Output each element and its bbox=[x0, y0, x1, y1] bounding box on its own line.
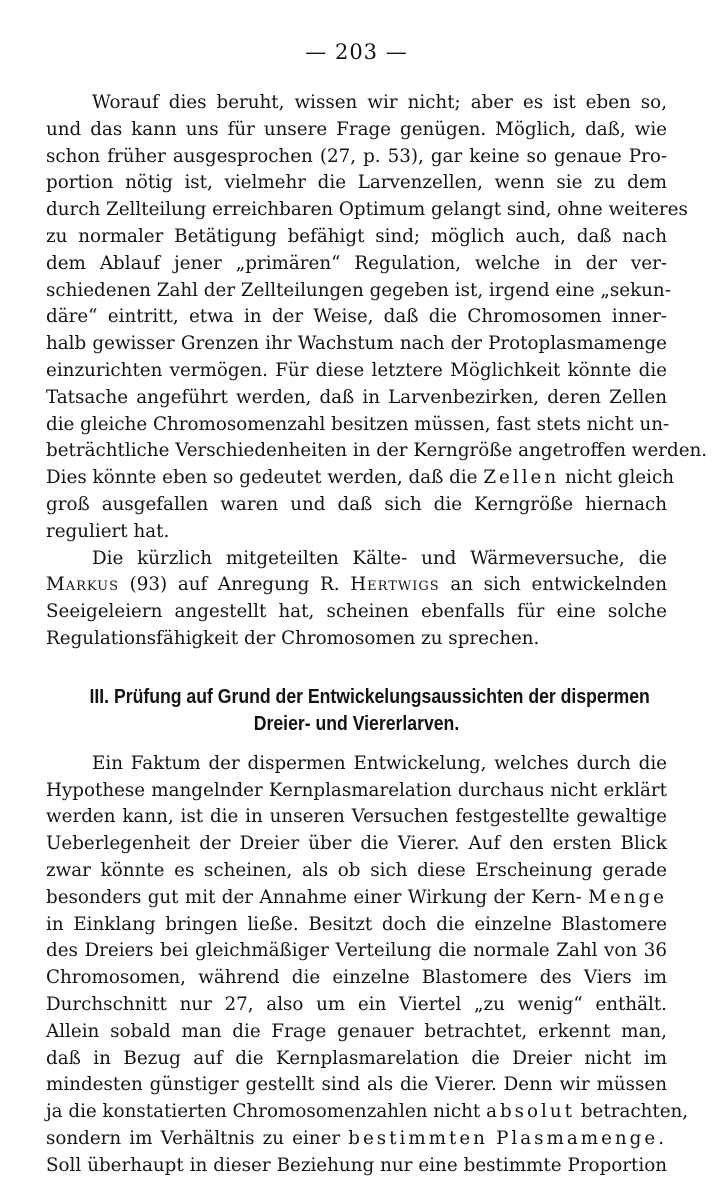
text-line: und das kann uns für unsere Frage genügen. Möglich, daß, wie bbox=[46, 118, 667, 140]
text-line-mixed bbox=[46, 1126, 667, 1153]
text-line: reguliert hat. bbox=[46, 520, 170, 542]
text-line: Ein Faktum der dispermen Entwickelung, welches durch die bbox=[92, 752, 667, 774]
text-line: Seeigeleiern angestellt hat, scheinen ebenfalls für eine solche bbox=[46, 601, 667, 623]
text-line: portion nötig ist, vielmehr die Larvenzellen, wenn sie zu dem bbox=[46, 172, 667, 194]
text-line: des Dreiers bei gleichmäßiger Verteilung die normale Zahl von 36 bbox=[46, 940, 667, 962]
section-gap bbox=[46, 653, 667, 683]
paragraph-2 bbox=[46, 546, 667, 653]
emphasized-word: Plasmamenge. bbox=[496, 1127, 668, 1149]
text-line: durch Zellteilung erreichbaren Optimum gelangt sind, ohne weiteres bbox=[46, 199, 688, 221]
text-line: zwar könnte es scheinen, als ob sich diese Erscheinung gerade bbox=[46, 859, 667, 881]
emphasized-word: absolut bbox=[486, 1101, 576, 1123]
text-line-mixed bbox=[46, 885, 667, 912]
text-line: Chromosomen, während die einzelne Blastomere des Viers im bbox=[46, 967, 667, 989]
text-segment: betrachten, bbox=[580, 1101, 689, 1123]
text-line: die gleiche Chromosomenzahl besitzen müssen, fast stets nicht un- bbox=[46, 413, 670, 435]
text-line: Die kürzlich mitgeteilten Kälte- und Wärmeversuche, die bbox=[92, 547, 667, 569]
text-line: Worauf dies beruht, wissen wir nicht; aber es ist eben so, bbox=[92, 92, 667, 113]
text-line: schon früher ausgesprochen (27, p. 53), gar keine so genaue Pro- bbox=[46, 145, 667, 167]
text-line-mixed bbox=[46, 572, 667, 599]
text-segment: Dies könnte eben so gedeutet werden, daß die bbox=[46, 467, 478, 489]
text-segment: an sich entwickelnden bbox=[450, 574, 667, 596]
page-number: — 203 — bbox=[305, 40, 408, 64]
text-line: Ueberlegenheit der Dreier über die Vierer. Auf den ersten Blick bbox=[46, 833, 667, 855]
text-line: in Einklang bringen ließe. Besitzt doch die einzelne Blastomere bbox=[46, 913, 667, 935]
section-heading bbox=[89, 683, 650, 737]
text-segment: nicht gleich bbox=[564, 467, 674, 489]
text-line: Hypothese mangelnder Kernplasmarelation durchaus nicht erklärt bbox=[46, 779, 667, 801]
text-line: Soll überhaupt in dieser Beziehung nur eine bestimmte Proportion bbox=[46, 1154, 667, 1176]
text-line-mixed bbox=[46, 1099, 689, 1126]
text-segment: sondern im Verhältnis zu einer bbox=[46, 1127, 341, 1149]
text-line-mixed bbox=[46, 465, 674, 492]
text-line: Regulationsfähigkeit der Chromosomen zu sprechen. bbox=[46, 627, 540, 649]
emphasized-word: bestimmten bbox=[348, 1127, 488, 1149]
text-line: Allein sobald man die Frage genauer betrachtet, erkennt man, bbox=[46, 1020, 667, 1042]
text-line: dem Ablauf jener „primären“ Regulation, welche in der ver- bbox=[46, 252, 667, 274]
text-line: zu normaler Betätigung befähigt sind; möglich auch, daß nach bbox=[46, 225, 667, 247]
text-segment: ja die konstatierten Chromosomenzahlen nicht bbox=[46, 1101, 481, 1123]
text-line: schiedenen Zahl der Zellteilungen gegeben ist, irgend eine „sekun- bbox=[46, 279, 671, 301]
text-line: groß ausgefallen waren und daß sich die Kerngröße hiernach bbox=[46, 493, 667, 515]
text-line: daß in Bezug auf die Kernplasmarelation die Dreier nicht im bbox=[46, 1047, 667, 1069]
text-line: mindesten günstiger gestellt sind als die Vierer. Denn wir müssen bbox=[46, 1074, 667, 1096]
author-name: Hertwigs bbox=[350, 574, 440, 596]
text-line: Tatsache angeführt werden, daß in Larvenbezirken, deren Zellen bbox=[46, 386, 667, 408]
text-line: Durchschnitt nur 27, also um ein Viertel „zu wenig“ enthält. bbox=[46, 993, 667, 1015]
emphasized-word: Menge bbox=[588, 886, 667, 908]
author-name: Markus bbox=[46, 574, 120, 596]
heading-line: III. Prüfung auf Grund der Entwickelungsaussichten der dispermen bbox=[89, 684, 650, 708]
text-line: beträchtliche Verschiedenheiten in der Kerngröße angetroffen werden. bbox=[46, 440, 708, 462]
text-line: einzurichten vermögen. Für diese letztere Möglichkeit könnte die bbox=[46, 359, 667, 381]
paragraph-1 bbox=[46, 90, 708, 546]
emphasized-word: Zellen bbox=[483, 467, 560, 489]
text-line: däre“ eintritt, etwa in der Weise, daß die Chromosomen inner- bbox=[46, 306, 667, 328]
text-line: werden kann, ist die in unseren Versuchen festgestellte gewaltige bbox=[46, 806, 667, 828]
heading-line: Dreier- und Viererlarven. bbox=[253, 711, 460, 735]
text-segment: besonders gut mit der Annahme einer Wirkung der Kern- bbox=[46, 886, 582, 908]
text-segment: (93) auf Anregung R. bbox=[129, 574, 340, 596]
paragraph-3 bbox=[46, 751, 689, 1180]
text-line: halb gewisser Grenzen ihr Wachstum nach der Protoplasmamenge bbox=[46, 333, 667, 355]
